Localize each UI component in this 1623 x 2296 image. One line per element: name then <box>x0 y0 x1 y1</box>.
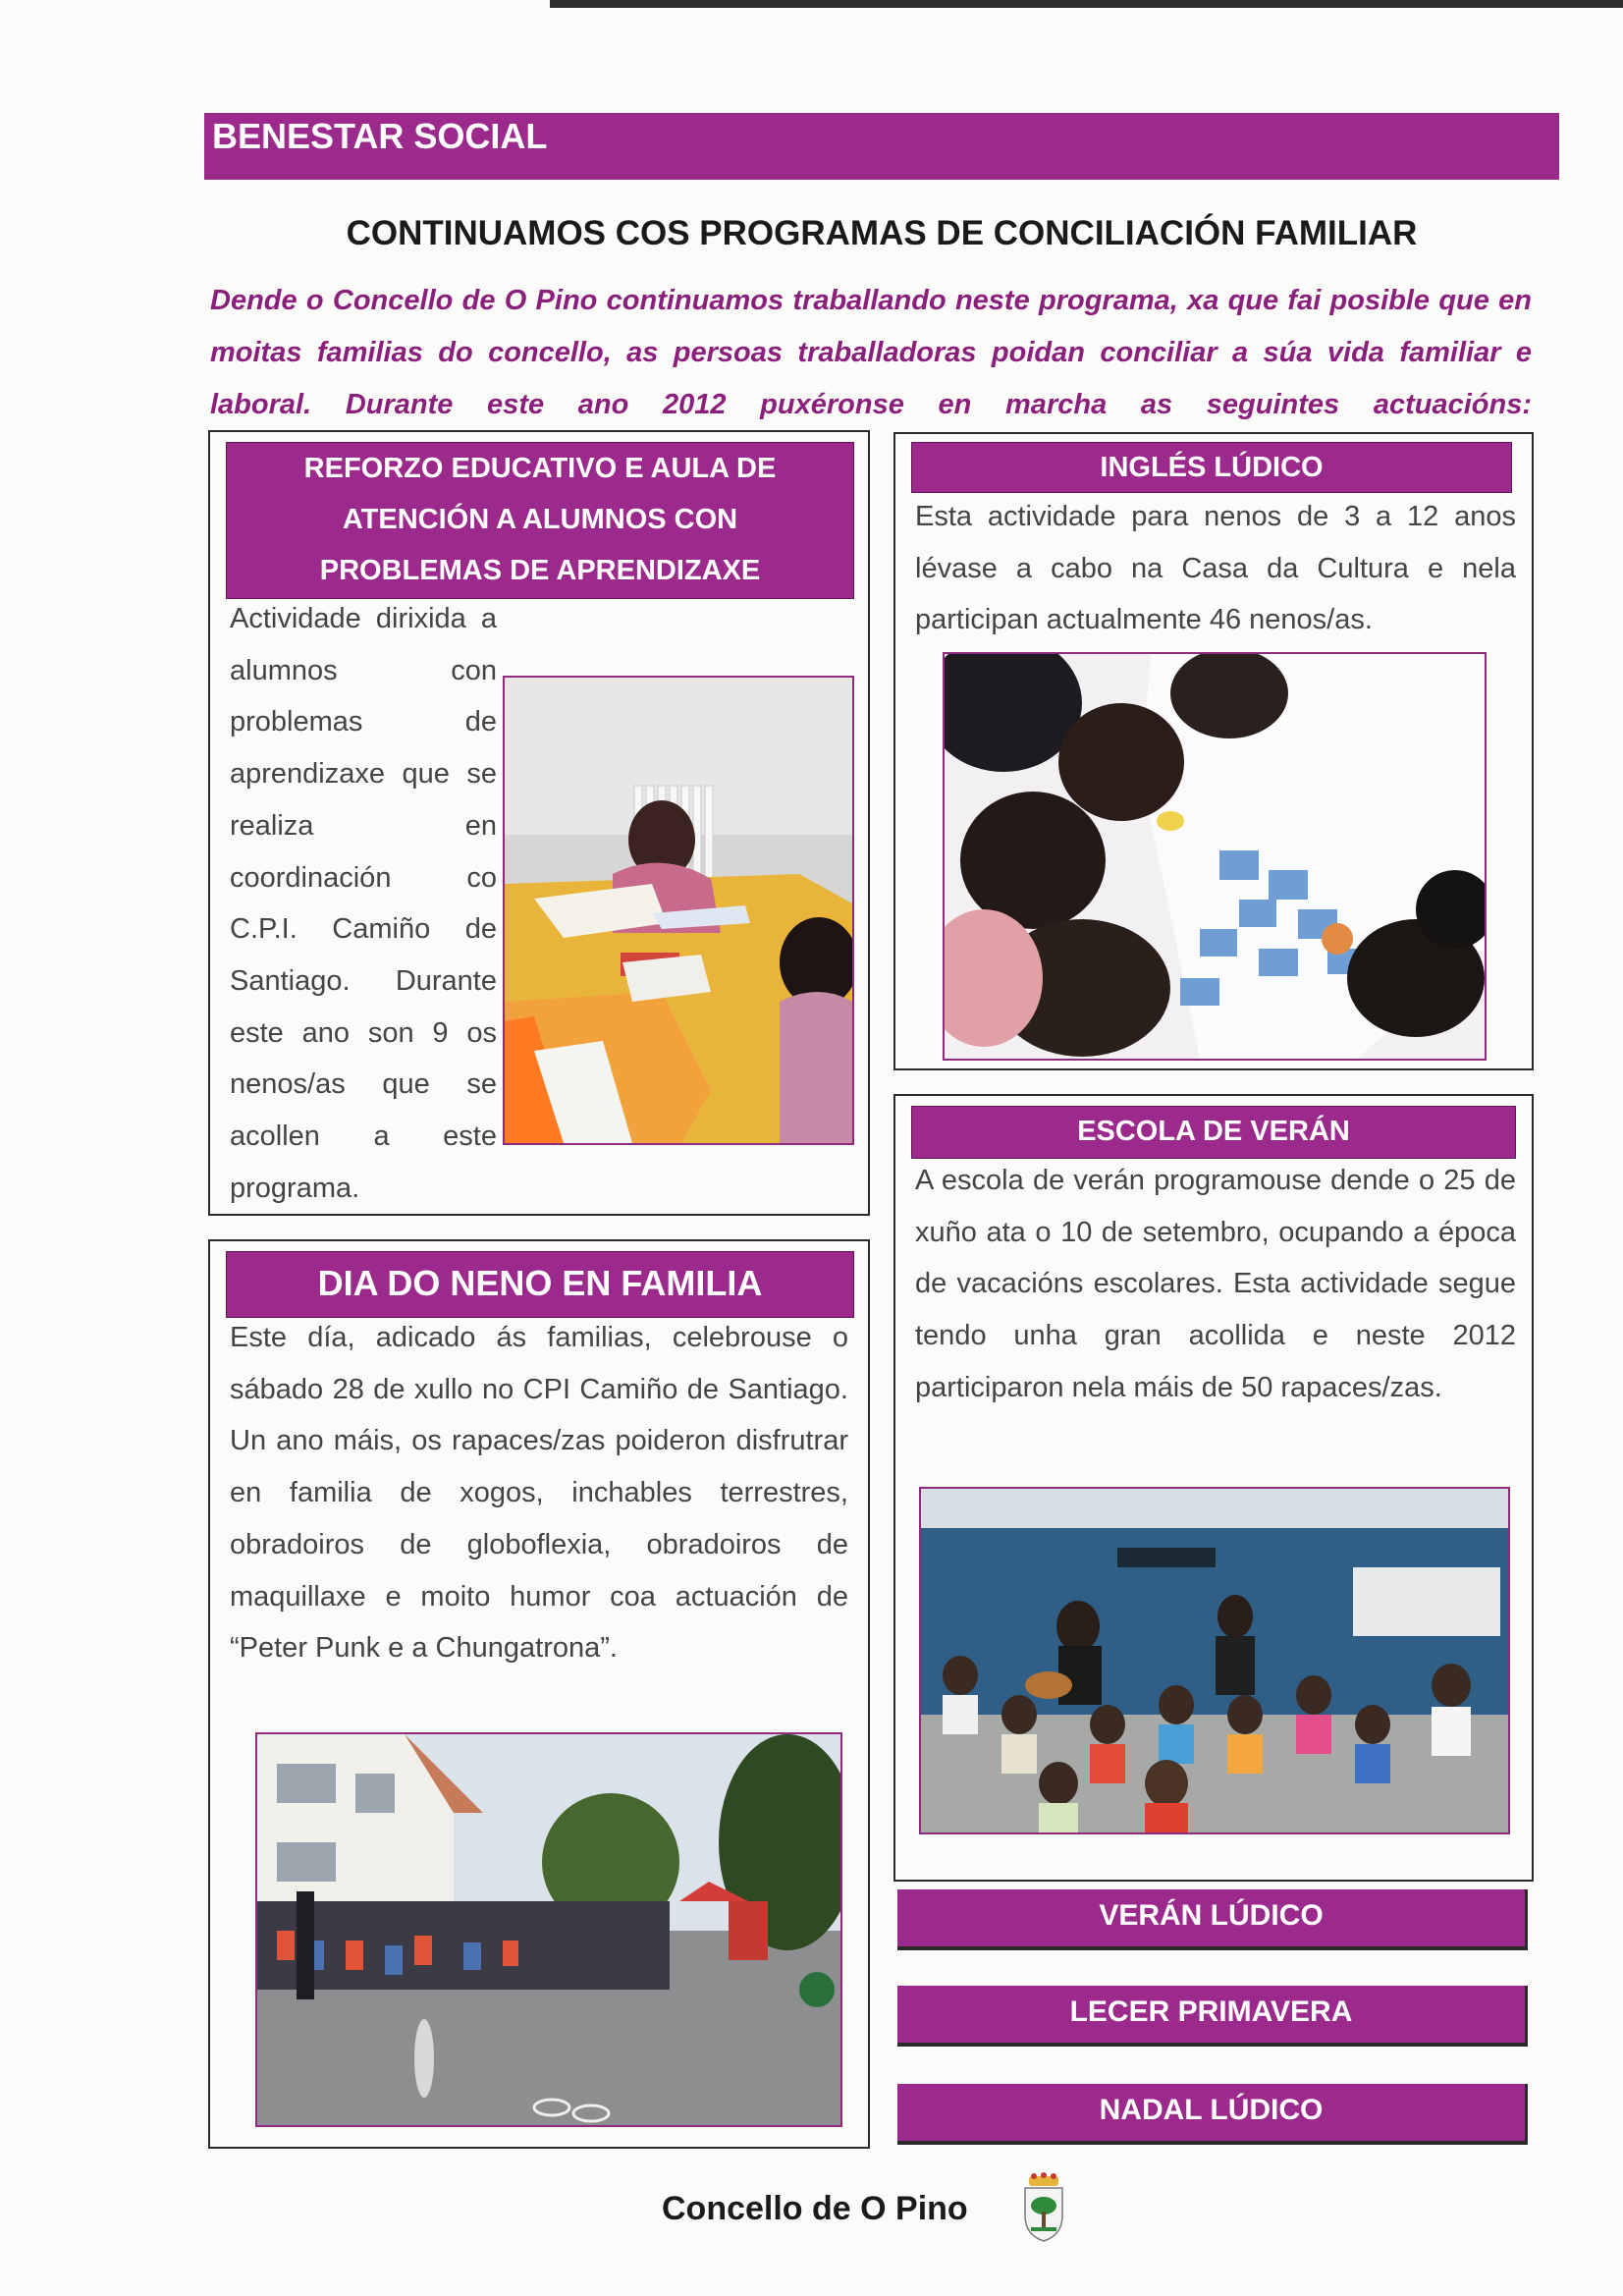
page-title: CONTINUAMOS COS PROGRAMAS DE CONCILIACIÓN FAMILIAR <box>346 214 1418 252</box>
coat-of-arms-icon <box>1019 2172 1068 2243</box>
escola-header: ESCOLA DE VERÁN <box>911 1106 1516 1159</box>
summer-school-photo <box>919 1487 1510 1834</box>
dia-neno-text: Este día, adicado ás familias, celebrouse o sábado 28 de xullo no CPI Camiño de Santiago. Un ano máis, os rapaces/zas poideron disfrutrar en familia de xogos, inchables terrestres, obradoiros de globoflexia, obradoiros de maquillaxe e moito humor coa actuación de “Peter Punk e a Chungatrona”. <box>230 1322 848 1665</box>
dia-neno-header: DIA DO NENO EN FAMILIA <box>226 1251 854 1318</box>
reforzo-header: REFORZO EDUCATIVO E AULA DE ATENCIÓN A ALUMNOS CON PROBLEMAS DE APRENDIZAXE <box>226 442 854 599</box>
section-band: BENESTAR SOCIAL <box>204 113 1559 180</box>
ingles-box <box>893 432 1534 1070</box>
classroom-photo <box>503 676 854 1145</box>
intro-paragraph: Dende o Concello de O Pino continuamos traballando neste programa, xa que fai posible que en moitas familias do concello, as persoas traballadoras poidan conciliar a súa vida familiar e laboral. Durante este ano 2012 puxéronse en marcha as seguintes actuacións: <box>210 285 1532 420</box>
reforzo-box <box>208 430 870 1216</box>
footer-text: Concello de O Pino <box>662 2190 968 2227</box>
escola-box <box>893 1094 1534 1882</box>
dia-neno-box <box>208 1239 870 2149</box>
family-day-photo <box>255 1732 842 2127</box>
nadal-ludico-button[interactable]: NADAL LÚDICO <box>897 2084 1528 2145</box>
english-class-photo <box>943 652 1487 1061</box>
scan-edge <box>550 0 1623 8</box>
ingles-header: INGLÉS LÚDICO <box>911 442 1512 493</box>
escola-text: A escola de verán programouse dende o 25 de xuño ata o 10 de setembro, ocupando a época de vacacións escolares. Esta actividade segue tendo unha gran acollida e neste 2012 participaron nela máis de 50 rapaces/zas. <box>915 1165 1516 1403</box>
lecer-primavera-button[interactable]: LECER PRIMAVERA <box>897 1986 1528 2047</box>
reforzo-text: Actividade dirixida a alumnos con problemas de aprendizaxe que se realiza en coordinación co C.P.I. Camiño de Santiago. Durante este ano son 9 os nenos/as que se acollen a este programa. <box>230 603 497 1204</box>
ingles-text: Esta actividade para nenos de 3 a 12 anos lévase a cabo na Casa da Cultura e nela participan actualmente 46 nenos/as. <box>915 501 1516 636</box>
veran-ludico-button[interactable]: VERÁN LÚDICO <box>897 1889 1528 1950</box>
